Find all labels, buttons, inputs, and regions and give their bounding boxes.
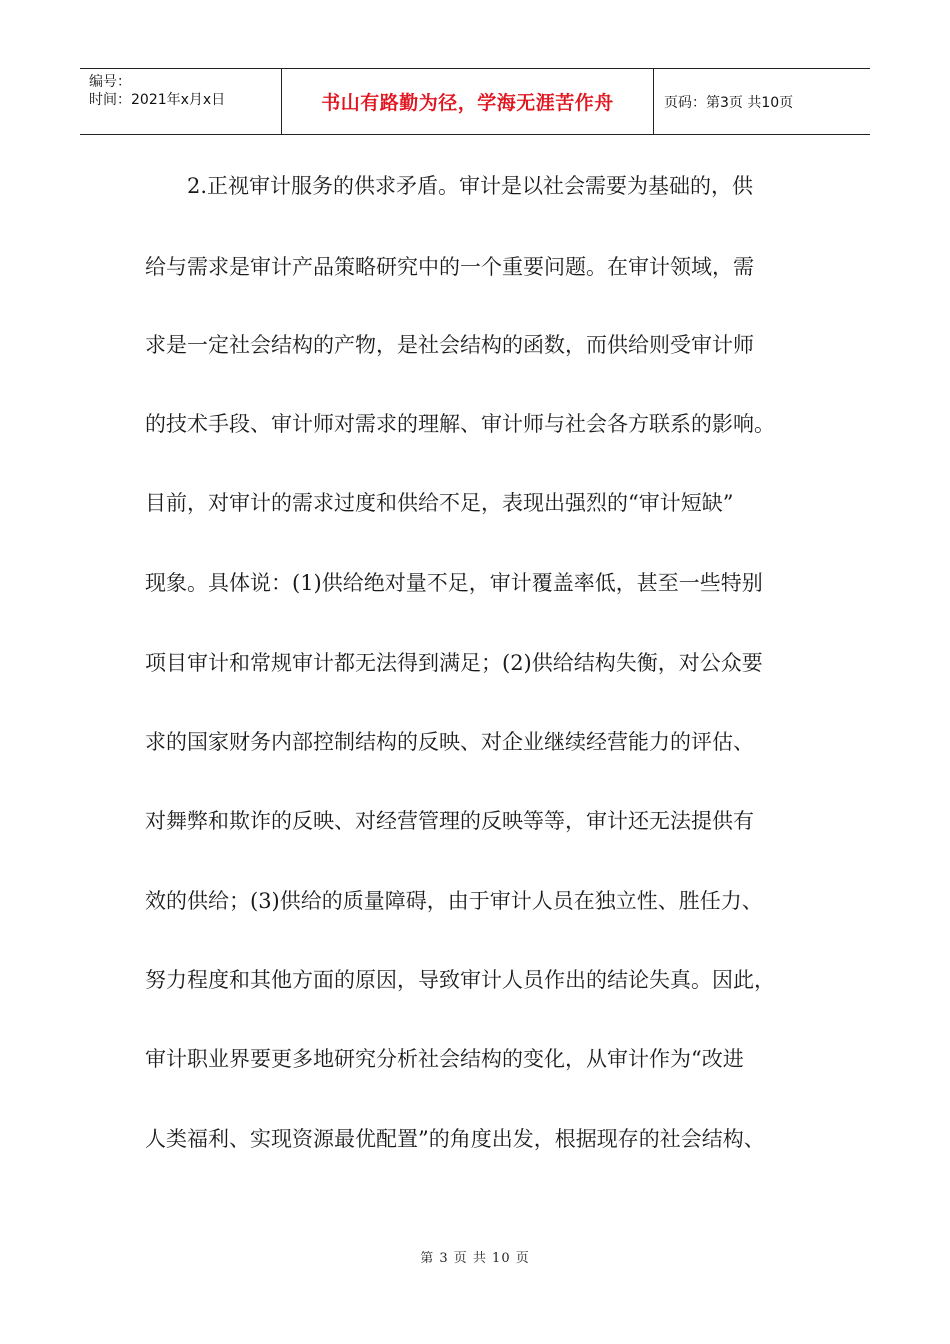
document-number-label: 编号： [89, 74, 131, 90]
text-line: 项目审计和常规审计都无法得到满足；(2)供给结构失衡，对公众要 [145, 651, 763, 675]
header-page-cell [654, 69, 870, 134]
header-motto-cell [282, 69, 654, 134]
text-line: 现象。具体说：(1)供给绝对量不足，审计覆盖率低，甚至一些特别 [145, 571, 763, 595]
text-line: 给与需求是审计产品策略研究中的一个重要问题。在审计领域，需 [145, 255, 754, 279]
text-line: 求是一定社会结构的产物，是社会结构的函数，而供给则受审计师 [145, 333, 754, 357]
text-line: 人类福利、实现资源最优配置”的角度出发，根据现存的社会结构、 [145, 1127, 765, 1151]
text-line: 的技术手段、审计师对需求的理解、审计师与社会各方联系的影响。 [145, 412, 775, 436]
header-meta-cell [80, 69, 282, 134]
document-header [80, 68, 870, 135]
header-page-info: 页码：第3页 共10页 [664, 94, 794, 111]
document-date: 时间：2021年x月x日 [89, 92, 226, 108]
page-footer: 第 3 页 共 10 页 [420, 1251, 530, 1266]
text-line: 2.正视审计服务的供求矛盾。审计是以社会需要为基础的，供 [187, 174, 754, 198]
text-line: 努力程度和其他方面的原因，导致审计人员作出的结论失真。因此， [145, 968, 775, 992]
text-line: 目前，对审计的需求过度和供给不足，表现出强烈的“审计短缺” [145, 491, 734, 515]
text-line: 审计职业界要更多地研究分析社会结构的变化，从审计作为“改进 [145, 1047, 744, 1071]
text-line: 求的国家财务内部控制结构的反映、对企业继续经营能力的评估、 [145, 730, 754, 754]
text-line: 效的供给；(3)供给的质量障碍，由于审计人员在独立性、胜任力、 [145, 889, 763, 913]
header-motto: 书山有路勤为径，学海无涯苦作舟 [321, 92, 614, 114]
text-line: 对舞弊和欺诈的反映、对经营管理的反映等等，审计还无法提供有 [145, 809, 754, 833]
